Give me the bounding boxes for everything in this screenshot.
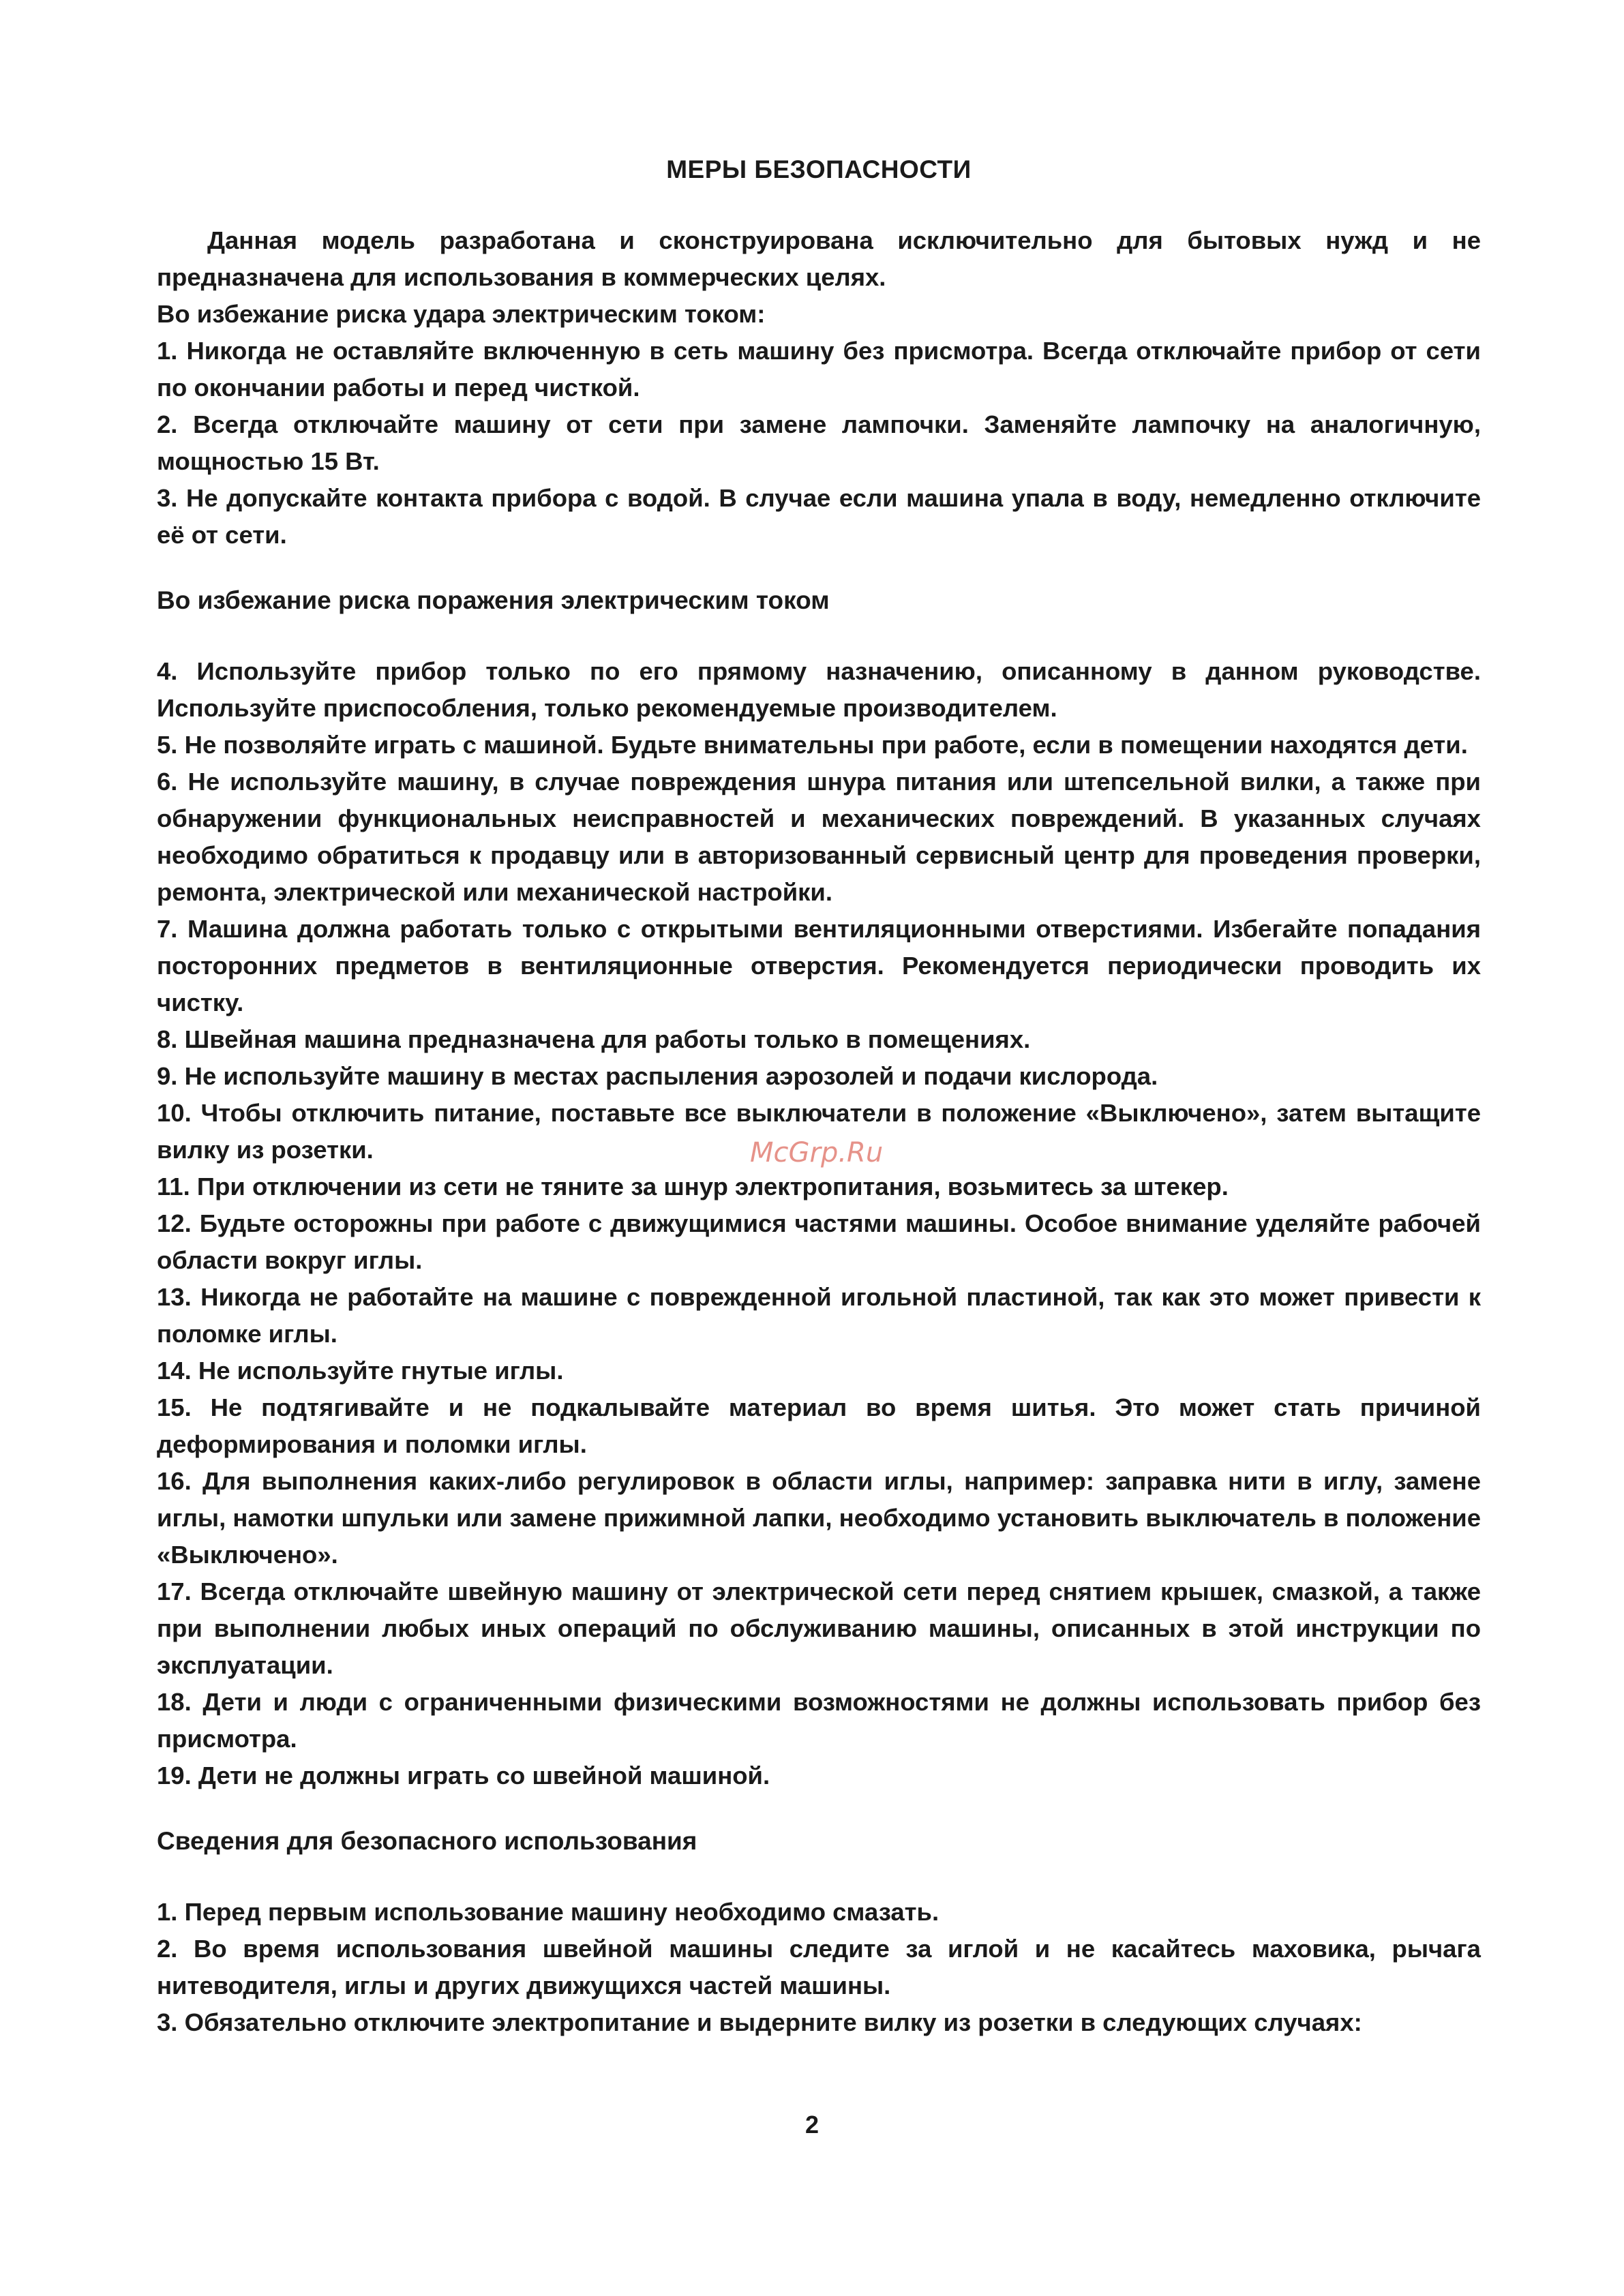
list-item: 7. Машина должна работать только с открытыми вентиляционными отверстиями. Избегайте попадания посторонних предметов в вентиляционные отверстия. Рекомендуется периодически проводить их чистку. — [157, 915, 1481, 1016]
list-item: 16. Для выполнения каких-либо регулировок в области иглы, например: заправка нити в иглу, замене иглы, намотки шпульки или замене прижимной лапки, необходимо установить выключатель в положение «Выключено». — [157, 1467, 1481, 1569]
list-item: 1. Перед первым использование машину необходимо смазать. — [157, 1898, 939, 1926]
list-item: 19. Дети не должны играть со швейной машиной. — [157, 1762, 770, 1789]
list-item: 8. Швейная машина предназначена для работы только в помещениях. — [157, 1025, 1031, 1053]
list-item: 17. Всегда отключайте швейную машину от электрической сети перед снятием крышек, смазкой, а также при выполнении любых иных операций по обслуживанию машины, описанных в этой инструкции по эксплуатации. — [157, 1577, 1481, 1679]
section-heading-safe-use: Сведения для безопасного использования — [157, 1827, 697, 1855]
document-body — [157, 151, 1481, 2041]
list-item: 10. Чтобы отключить питание, поставьте все выключатели в положение «Выключено», затем вытащите вилку из розетки. — [157, 1099, 1481, 1164]
list-item: 13. Никогда не работайте на машине с поврежденной игольной пластиной, так как это может привести к поломке иглы. — [157, 1283, 1481, 1348]
watermark: McGrp.Ru — [750, 1137, 884, 1168]
section-1-list — [157, 333, 1481, 554]
section-3-list — [157, 1894, 1481, 2041]
list-item: 5. Не позволяйте играть с машиной. Будьте внимательны при работе, если в помещении находятся дети. — [157, 731, 1468, 759]
list-item: 6. Не используйте машину, в случае повреждения шнура питания или штепсельной вилки, а также при обнаружении функциональных неисправностей и механических повреждений. В указанных случаях необходимо обратиться к продавцу или в авторизованный сервисный центр для проведения проверки, ремонта, электрической или механической настройки. — [157, 768, 1481, 906]
list-item: 14. Не используйте гнутые иглы. — [157, 1357, 564, 1385]
section-2-list — [157, 653, 1481, 1794]
list-item: 9. Не используйте машину в местах распыления аэрозолей и подачи кислорода. — [157, 1062, 1158, 1090]
list-item: 15. Не подтягивайте и не подкалывайте материал во время шитья. Это может стать причиной деформирования и поломки иглы. — [157, 1393, 1481, 1458]
list-item: 3. Обязательно отключите электропитание и выдерните вилку из розетки в следующих случаях: — [157, 2008, 1362, 2036]
list-item: 1. Никогда не оставляйте включенную в сеть машину без присмотра. Всегда отключайте прибор от сети по окончании работы и перед чисткой. — [157, 337, 1481, 402]
list-item: 2. Во время использования швейной машины следите за иглой и не касайтесь маховика, рычага нитеводителя, иглы и других движущихся частей машины. — [157, 1935, 1481, 1999]
section-heading-shock-risk: Во избежание риска поражения электрическим током — [157, 586, 830, 614]
list-item: 12. Будьте осторожны при работе с движущимися частями машины. Особое внимание уделяйте рабочей области вокруг иглы. — [157, 1209, 1481, 1274]
page-title: МЕРЫ БЕЗОПАСНОСТИ — [666, 155, 972, 183]
intro-paragraph: Данная модель разработана и сконструирована исключительно для бытовых нужд и не предназначена для использования в коммерческих целях. — [157, 226, 1481, 291]
list-item: 3. Не допускайте контакта прибора с водой. В случае если машина упала в воду, немедленно отключите её от сети. — [157, 484, 1481, 549]
lead-line: Во избежание риска удара электрическим током: — [157, 300, 766, 328]
list-item: 11. При отключении из сети не тяните за шнур электропитания, возьмитесь за штекер. — [157, 1173, 1229, 1200]
page-number: 2 — [805, 2111, 819, 2139]
list-item: 18. Дети и люди с ограниченными физическими возможностями не должны использовать прибор без присмотра. — [157, 1688, 1481, 1753]
list-item: 4. Используйте прибор только по его прямому назначению, описанному в данном руководстве. Используйте приспособления, только рекомендуемые производителем. — [157, 657, 1481, 722]
list-item: 2. Всегда отключайте машину от сети при замене лампочки. Заменяйте лампочку на аналогичную, мощностью 15 Вт. — [157, 410, 1481, 475]
